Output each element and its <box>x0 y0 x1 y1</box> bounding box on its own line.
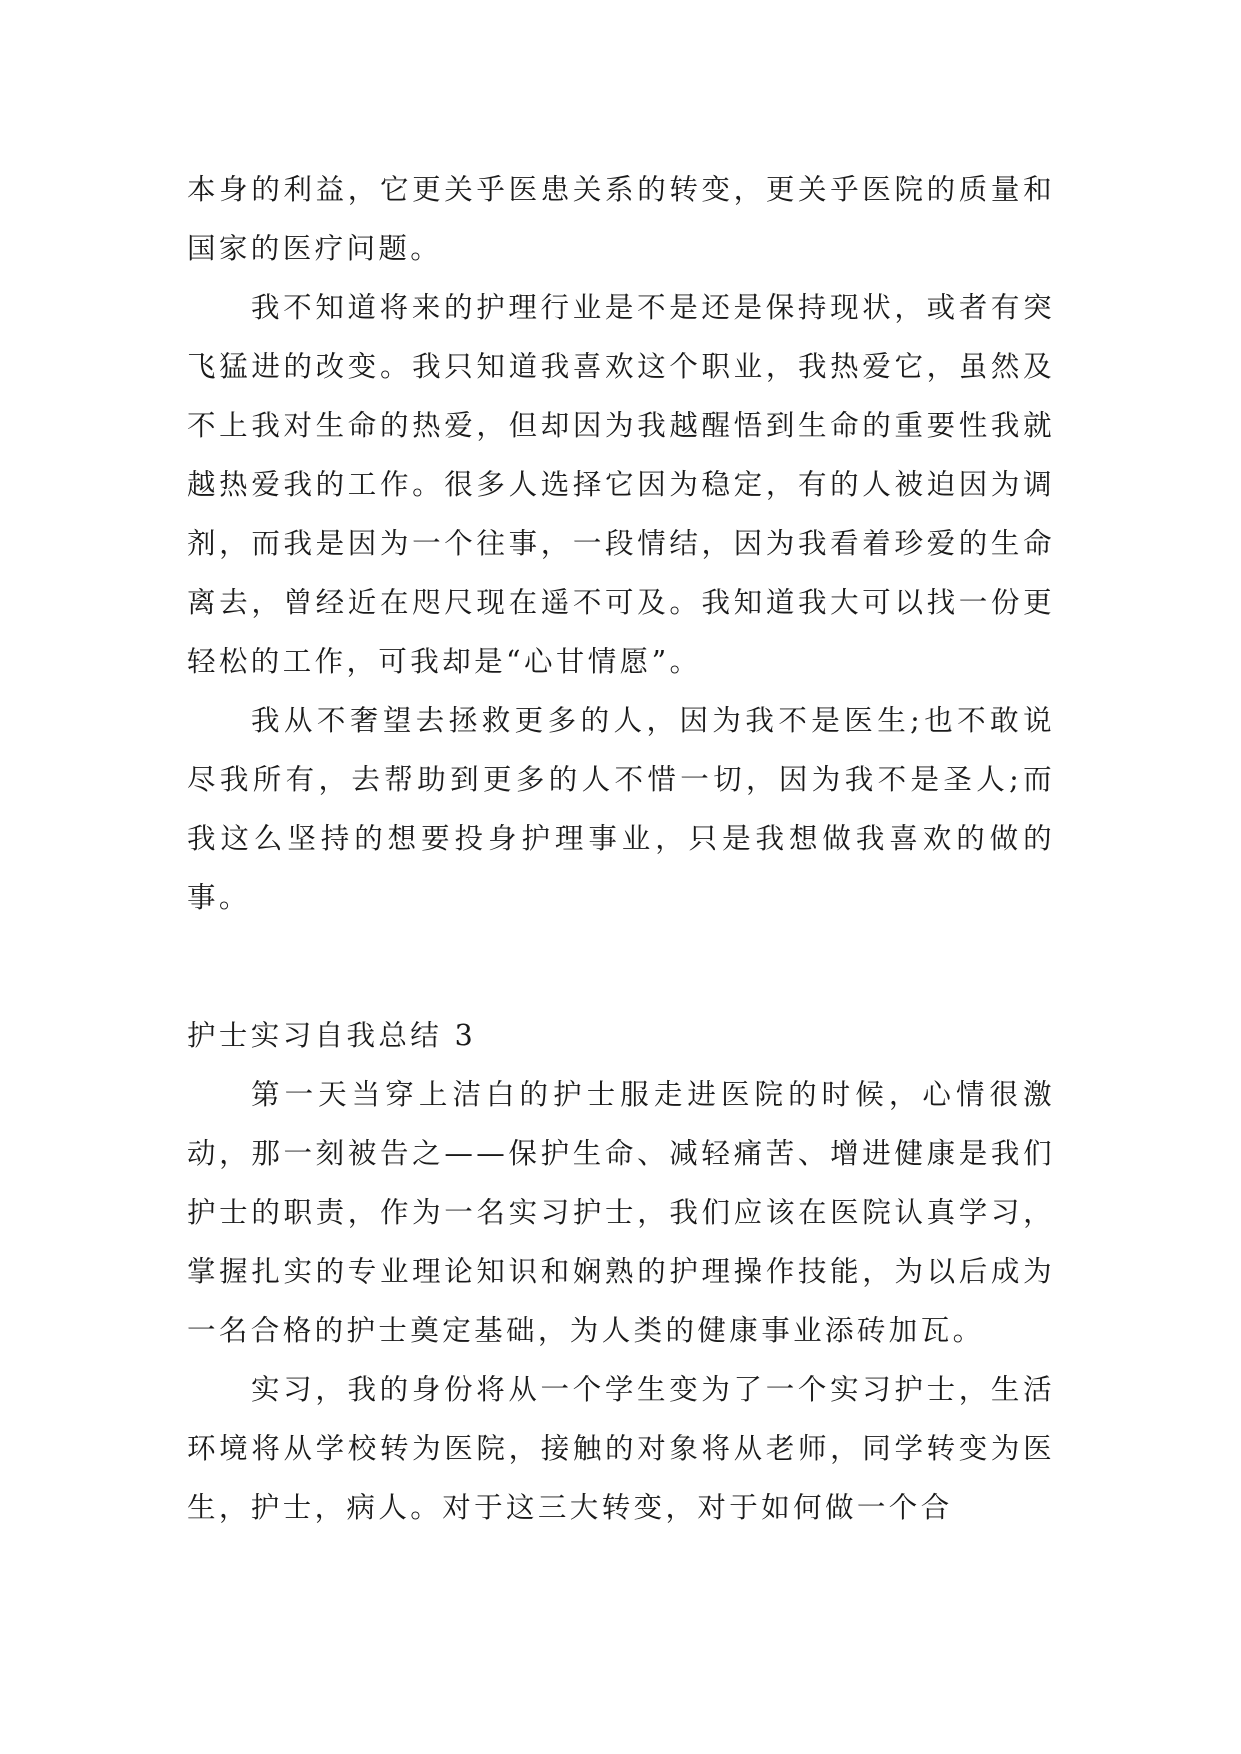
document-body <box>187 160 1055 1537</box>
section-title: 护士实习自我总结 3 <box>187 1019 477 1052</box>
paragraph-3: 我从不奢望去拯救更多的人，因为我不是医生;也不敢说尽我所有，去帮助到更多的人不惜一切，因为我不是圣人;而我这么坚持的想要投身护理事业，只是我想做我喜欢的做的事。 <box>187 704 1055 914</box>
paragraph-5: 实习，我的身份将从一个学生变为了一个实习护士，生活环境将从学校转为医院，接触的对象将从老师，同学转变为医生，护士，病人。对于这三大转变，对于如何做一个合 <box>187 1373 1055 1524</box>
paragraph-4: 第一天当穿上洁白的护士服走进医院的时候，心情很激动，那一刻被告之——保护生命、减轻痛苦、增进健康是我们护士的职责，作为一名实习护士，我们应该在医院认真学习，掌握扎实的专业理论知识和娴熟的护理操作技能，为以后成为一名合格的护士奠定基础，为人类的健康事业添砖加瓦。 <box>187 1078 1055 1347</box>
paragraph-2: 我不知道将来的护理行业是不是还是保持现状，或者有突飞猛进的改变。我只知道我喜欢这个职业，我热爱它，虽然及不上我对生命的热爱，但却因为我越醒悟到生命的重要性我就越热爱我的工作。很多人选择它因为稳定，有的人被迫因为调剂，而我是因为一个往事，一段情结，因为我看着珍爱的生命离去，曾经近在咫尺现在遥不可及。我知道我大可以找一份更轻松的工作，可我却是“心甘情愿”。 <box>187 291 1055 678</box>
paragraph-1: 本身的利益，它更关乎医患关系的转变，更关乎医院的质量和国家的医疗问题。 <box>187 173 1055 265</box>
